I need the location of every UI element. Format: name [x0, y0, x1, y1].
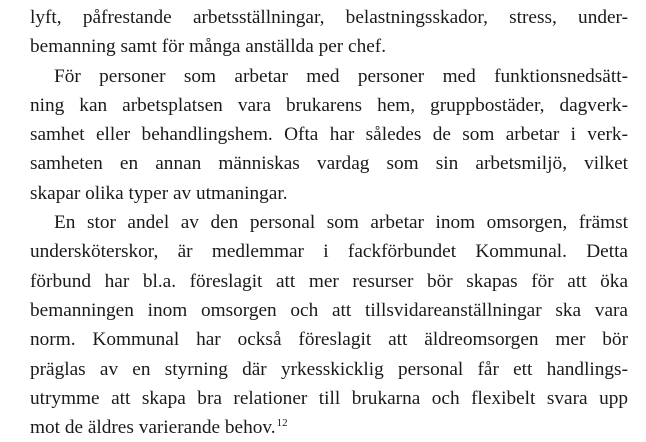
text-line: skapar olika typer av utmaningar. [30, 182, 288, 204]
text-line: undersköterskor, är medlemmar i fackförbundet Kommunal. Detta [30, 241, 628, 263]
paragraph-3 [0, 208, 646, 442]
text-line: präglas av en styrning där yrkesskicklig personal får ett handlings- [30, 358, 628, 380]
text-line: bemanning samt för många anställda per chef. [30, 36, 387, 58]
text-line: lyft, påfrestande arbetsställningar, belastningsskador, stress, under- [30, 7, 628, 28]
text-line: förbund har bl.a. föreslagit att mer resurser bör skapas för att öka [30, 270, 628, 292]
text-line: samhet eller behandlingshem. Ofta har således de som arbetar i verk- [30, 124, 628, 146]
text-line-with-footnote [30, 413, 628, 442]
paragraph-2 [0, 62, 646, 208]
paragraph-1 [0, 3, 646, 62]
text-line: samheten en annan människas vardag som sin arbetsmiljö, vilket [30, 153, 628, 175]
text-line: ning kan arbetsplatsen vara brukarens hem, gruppbostäder, dagverk- [30, 94, 628, 116]
text-line-content: mot de äldres varierande behov. [30, 417, 276, 439]
text-line: utrymme att skapa bra relationer till brukarna och flexibelt svara upp [30, 387, 628, 409]
text-line: norm. Kommunal har också föreslagit att äldreomsorgen mer bör [30, 329, 628, 351]
text-line: För personer som arbetar med personer med funktionsnedsätt- [54, 65, 628, 87]
footnote-reference[interactable]: 12 [276, 417, 288, 430]
text-line: bemanningen inom omsorgen och att tillsvidareanställningar ska vara [30, 299, 628, 321]
text-line: En stor andel av den personal som arbetar inom omsorgen, främst [54, 212, 628, 234]
